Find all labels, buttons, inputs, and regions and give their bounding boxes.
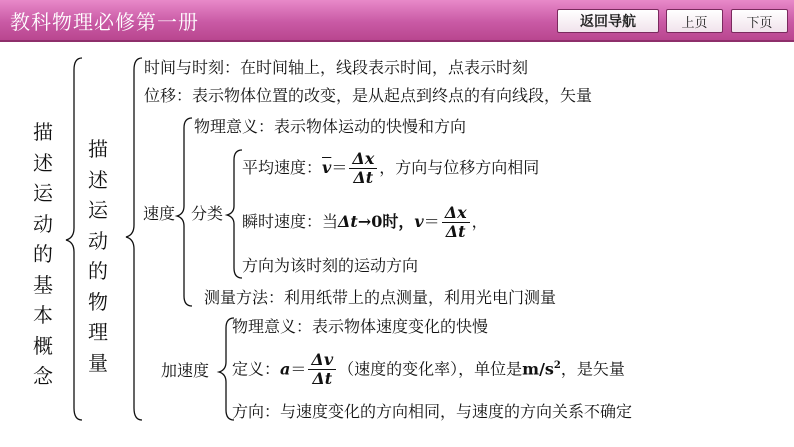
velocity-brace (177, 118, 192, 306)
root-brace (66, 58, 82, 420)
prev-page-button[interactable]: 上页 (666, 9, 723, 33)
velocity-meaning: 物理意义：表示物体运动的快慢和方向 (194, 117, 467, 136)
acceleration-definition: 定义：a＝ $\frac{\Delta v}{\Delta t}$ （速度的变化率），单位是$m/s^2$，是矢量 (232, 350, 625, 389)
velocity-measurement: 测量方法：利用纸带上的点测量，利用光电门测量 (204, 288, 557, 307)
classify-brace (227, 150, 242, 278)
branch-brace (126, 58, 142, 420)
classify-label: 分类 (191, 204, 224, 223)
branch-concept-text: 描 述 运 动 的 物 理 量 (88, 137, 108, 375)
instantaneous-direction: 方向为该时刻的运动方向 (242, 256, 419, 275)
return-nav-button[interactable]: 返回导航 (557, 9, 659, 33)
book-title: 教科物理必修第一册 (10, 10, 199, 34)
acceleration-direction: 方向：与速度变化的方向相同，与速度的方向关系不确定 (232, 402, 633, 421)
root-concept-text: 描 述 运 动 的 基 本 概 念 (33, 120, 53, 388)
instantaneous-velocity-formula: 瞬时速度：当Δt→0时，v＝ $\frac{\Delta x}{\Delta t}$ ， (242, 203, 488, 241)
velocity-label: 速度 (143, 204, 176, 223)
next-page-button[interactable]: 下页 (731, 9, 788, 33)
displacement-definition: 位移：表示物体位置的改变，是从起点到终点的有向线段，矢量 (144, 86, 593, 105)
acceleration-label: 加速度 (161, 361, 210, 380)
time-definition: 时间与时刻：在时间轴上，线段表示时间，点表示时刻 (144, 58, 529, 77)
acceleration-meaning: 物理意义：表示物体速度变化的快慢 (232, 317, 489, 336)
average-velocity-formula: 平均速度：$\overline{v}=$ $\frac{\Delta x}{\Delta t}$ ，方向与位移方向相同 (242, 149, 540, 187)
